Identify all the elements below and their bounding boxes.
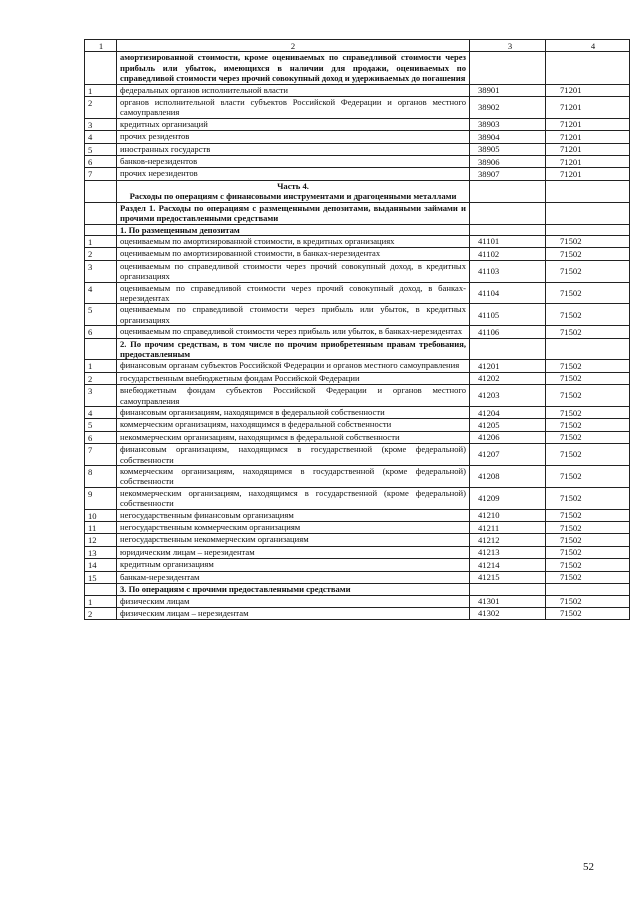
row-number-cell [85,52,117,84]
row-code-cell: 41104 [470,282,546,304]
row-number-cell: 1 [85,360,117,372]
row-number-cell: 6 [85,156,117,168]
table-row [85,84,630,96]
row-description-cell: оцениваемым по справедливой стоимости через прочий совокупный доход, в кредитных организациях [117,260,470,282]
row-description-cell: оцениваемым по справедливой стоимости через прочий совокупный доход, в банках-нерезидентах [117,282,470,304]
table-row [85,202,630,224]
row-code-cell [470,180,546,202]
row-description-cell: физическим лицам [117,595,470,607]
row-number-cell [85,180,117,202]
table-row [85,235,630,247]
row-number-cell: 15 [85,571,117,583]
row-number-cell: 4 [85,407,117,419]
row-number-cell: 8 [85,466,117,488]
row-account-cell: 71502 [546,419,630,431]
row-description-cell: кредитных организаций [117,118,470,130]
row-number-cell [85,338,117,360]
row-code-cell [470,584,546,595]
row-number-cell: 7 [85,168,117,180]
row-account-cell: 71502 [546,595,630,607]
row-description-cell: оцениваемым по справедливой стоимости через прибыль или убыток, в банках-нерезидентах [117,326,470,338]
table-row [85,52,630,84]
row-number-cell: 2 [85,248,117,260]
row-account-cell: 71502 [546,385,630,407]
row-number-cell [85,224,117,235]
row-number-cell: 4 [85,131,117,143]
row-code-cell: 38901 [470,84,546,96]
table-row [85,338,630,360]
table-row [85,168,630,180]
table-row [85,444,630,466]
table-row [85,97,630,119]
table-row [85,282,630,304]
row-code-cell: 41106 [470,326,546,338]
row-number-cell [85,202,117,224]
row-description-cell: оцениваемым по справедливой стоимости через прибыль или убыток, в кредитных организациях [117,304,470,326]
row-number-cell: 1 [85,235,117,247]
row-account-cell [546,224,630,235]
row-description-cell: юридическим лицам – нерезидентам [117,546,470,558]
row-description-cell: некоммерческим организациям, находящимся в федеральной собственности [117,431,470,443]
row-account-cell: 71502 [546,304,630,326]
table-row [85,419,630,431]
row-code-cell: 41203 [470,385,546,407]
header-col-4: 4 [546,40,630,52]
row-description-cell: негосударственным некоммерческим организациям [117,534,470,546]
table-row [85,143,630,155]
row-account-cell: 71502 [546,509,630,521]
table-row [85,607,630,619]
row-account-cell [546,584,630,595]
table-row [85,407,630,419]
row-number-cell: 1 [85,595,117,607]
table-row [85,360,630,372]
row-number-cell: 3 [85,118,117,130]
row-account-cell: 71502 [546,444,630,466]
table-row [85,595,630,607]
table-row [85,131,630,143]
row-code-cell: 41201 [470,360,546,372]
accounts-table [84,39,630,620]
table-row [85,385,630,407]
row-number-cell: 4 [85,282,117,304]
table-row [85,248,630,260]
row-description-cell: банкам-нерезидентам [117,571,470,583]
table-row [85,522,630,534]
row-description-cell: финансовым организациям, находящимся в федеральной собственности [117,407,470,419]
table-body [85,40,630,620]
row-description-cell: иностранных государств [117,143,470,155]
row-account-cell [546,338,630,360]
header-col-3: 3 [470,40,546,52]
row-number-cell: 3 [85,260,117,282]
row-code-cell [470,224,546,235]
row-account-cell: 71502 [546,546,630,558]
table-row [85,546,630,558]
row-account-cell: 71502 [546,487,630,509]
row-number-cell: 14 [85,559,117,571]
row-code-cell: 41302 [470,607,546,619]
row-code-cell: 38905 [470,143,546,155]
row-description-cell: физическим лицам – нерезидентам [117,607,470,619]
row-number-cell: 3 [85,385,117,407]
row-number-cell [85,584,117,595]
row-code-cell: 38907 [470,168,546,180]
page-number: 52 [583,861,594,873]
row-code-cell: 38906 [470,156,546,168]
row-account-cell: 71201 [546,168,630,180]
row-number-cell: 6 [85,326,117,338]
row-code-cell: 41212 [470,534,546,546]
row-code-cell: 41215 [470,571,546,583]
row-number-cell: 2 [85,607,117,619]
row-account-cell: 71502 [546,235,630,247]
row-number-cell: 1 [85,84,117,96]
row-code-cell: 38903 [470,118,546,130]
row-code-cell: 41206 [470,431,546,443]
table-row [85,487,630,509]
table-row [85,326,630,338]
row-account-cell: 71201 [546,143,630,155]
row-description-cell: негосударственным финансовым организациям [117,509,470,521]
table-row [85,584,630,595]
table-row [85,372,630,384]
row-description-cell: коммерческим организациям, находящимся в государственной (кроме федеральной) собственности [117,466,470,488]
row-code-cell: 41301 [470,595,546,607]
row-account-cell: 71201 [546,97,630,119]
row-code-cell: 41101 [470,235,546,247]
row-description-cell: банков-нерезидентов [117,156,470,168]
row-description-cell: 1. По размещенным депозитам [117,224,470,235]
row-code-cell: 41205 [470,419,546,431]
row-number-cell: 10 [85,509,117,521]
row-account-cell: 71502 [546,607,630,619]
table-row [85,509,630,521]
header-col-2: 2 [117,40,470,52]
row-code-cell: 41211 [470,522,546,534]
row-code-cell [470,52,546,84]
table-row [85,260,630,282]
row-code-cell: 41208 [470,466,546,488]
row-account-cell: 71502 [546,407,630,419]
row-description-cell: негосударственным коммерческим организациям [117,522,470,534]
row-account-cell: 71502 [546,260,630,282]
row-description-cell: оцениваемым по амортизированной стоимости, в кредитных организациях [117,235,470,247]
row-code-cell: 41102 [470,248,546,260]
row-number-cell: 5 [85,419,117,431]
row-account-cell: 71502 [546,431,630,443]
row-account-cell: 71502 [546,360,630,372]
row-account-cell: 71502 [546,372,630,384]
row-number-cell: 12 [85,534,117,546]
table-row [85,466,630,488]
row-code-cell: 38904 [470,131,546,143]
row-code-cell: 41209 [470,487,546,509]
row-description-cell: кредитным организациям [117,559,470,571]
row-code-cell [470,202,546,224]
row-account-cell: 71502 [546,534,630,546]
row-description-cell: финансовым органам субъектов Российской Федерации и органов местного самоуправления [117,360,470,372]
row-account-cell: 71201 [546,156,630,168]
row-code-cell [470,338,546,360]
row-number-cell: 7 [85,444,117,466]
row-code-cell: 41207 [470,444,546,466]
table-row [85,571,630,583]
row-number-cell: 11 [85,522,117,534]
row-account-cell: 71502 [546,522,630,534]
row-code-cell: 41214 [470,559,546,571]
row-description-cell: амортизированной стоимости, кроме оцениваемых по справедливой стоимости через прибыль или убыток, имеющихся в наличии для продажи, оцениваемых по справедливой стоимости через прочий совокупный доход и удерживаемых до погашения [117,52,470,84]
row-code-cell: 41204 [470,407,546,419]
row-account-cell: 71201 [546,118,630,130]
row-number-cell: 6 [85,431,117,443]
row-description-cell: оцениваемым по амортизированной стоимости, в банках-нерезидентах [117,248,470,260]
table-row [85,224,630,235]
row-number-cell: 2 [85,372,117,384]
row-code-cell: 38902 [470,97,546,119]
table-row [85,156,630,168]
table-row [85,304,630,326]
row-description-cell: некоммерческим организациям, находящимся в государственной (кроме федеральной) собственности [117,487,470,509]
row-description-cell: органов исполнительной власти субъектов Российской Федерации и органов местного самоуправления [117,97,470,119]
row-code-cell: 41202 [470,372,546,384]
row-account-cell: 71502 [546,326,630,338]
table-header-row [85,40,630,52]
row-description-cell: прочих резидентов [117,131,470,143]
row-number-cell: 5 [85,143,117,155]
row-number-cell: 13 [85,546,117,558]
row-account-cell: 71502 [546,571,630,583]
header-col-1: 1 [85,40,117,52]
row-description-cell: 3. По операциям с прочими предоставленными средствами [117,584,470,595]
row-description-cell: прочих нерезидентов [117,168,470,180]
table-row [85,534,630,546]
row-number-cell: 5 [85,304,117,326]
row-description-cell: федеральных органов исполнительной власти [117,84,470,96]
row-description-cell: внебюджетным фондам субъектов Российской Федерации и органов местного самоуправления [117,385,470,407]
row-account-cell: 71502 [546,282,630,304]
table-row [85,180,630,202]
row-account-cell [546,180,630,202]
row-account-cell: 71502 [546,248,630,260]
row-account-cell [546,52,630,84]
row-description-cell: финансовым организациям, находящимся в государственной (кроме федеральной) собственности [117,444,470,466]
row-account-cell: 71201 [546,84,630,96]
row-code-cell: 41210 [470,509,546,521]
row-description-cell: коммерческим организациям, находящимся в федеральной собственности [117,419,470,431]
row-account-cell: 71201 [546,131,630,143]
table-row [85,118,630,130]
table-row [85,559,630,571]
row-description-cell: государственным внебюджетным фондам Российской Федерации [117,372,470,384]
row-account-cell: 71502 [546,559,630,571]
row-description-cell: Часть 4. Расходы по операциям с финансовыми инструментами и драгоценными металлами [117,180,470,202]
row-code-cell: 41105 [470,304,546,326]
row-code-cell: 41213 [470,546,546,558]
row-code-cell: 41103 [470,260,546,282]
table-row [85,431,630,443]
row-description-cell: 2. По прочим средствам, в том числе по прочим приобретенным правам требования, предоставленным [117,338,470,360]
row-description-cell: Раздел 1. Расходы по операциям с размещенными депозитами, выданными займами и прочими предоставленными средствами [117,202,470,224]
row-account-cell: 71502 [546,466,630,488]
row-account-cell [546,202,630,224]
row-number-cell: 2 [85,97,117,119]
row-number-cell: 9 [85,487,117,509]
